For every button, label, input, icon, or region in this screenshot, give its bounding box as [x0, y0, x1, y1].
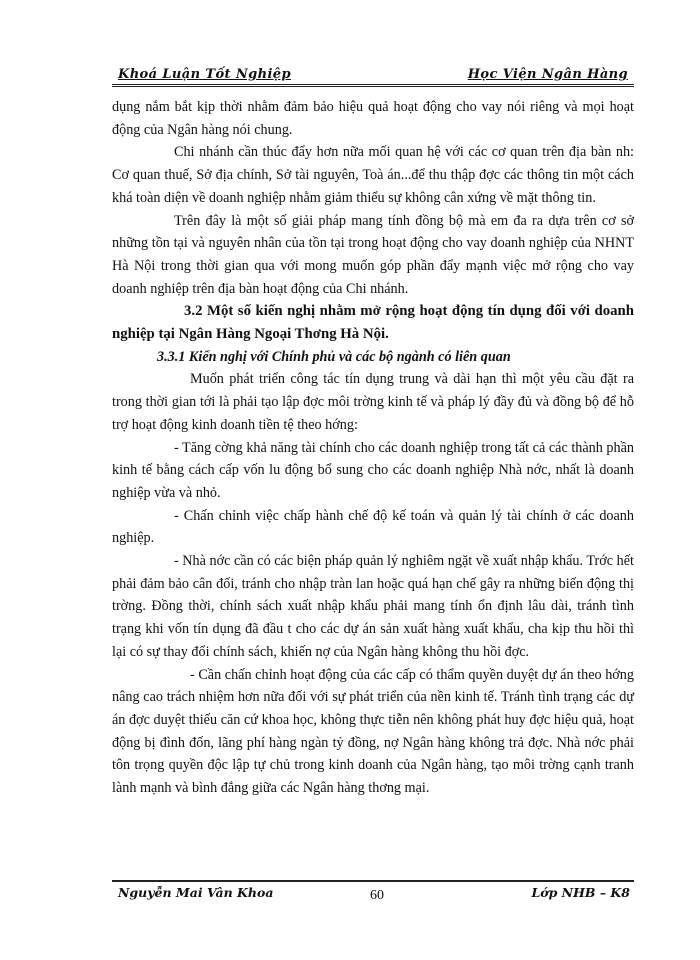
page-number: 60 — [370, 888, 384, 903]
document-body — [112, 96, 634, 800]
bullet-import-export: - Nhà nớc cần có các biện pháp quản lý nghiêm ngặt về xuất nhập khẩu. Trớc hết phải đảm bảo cân đối, tránh cho nhập tràn lan hoặc quá hạn chế gây ra những biến động thị trờng. Đồng thời, chính sách xuất nhập khẩu phải mang tính ổn định lâu dài, tránh tình trạng khi vốn tín dụng đã đầu t cho các dự án sản xuất hàng xuất khẩu, cha kịp thu hồi thì lại có sự thay đổi chính sách, khiến nợ của Ngân hàng không thu hồi đợc. — [112, 553, 634, 660]
bullet-accounting: - Chấn chỉnh việc chấp hành chế độ kế toán và quản lý tài chính ở các doanh nghiệp. — [112, 507, 634, 547]
subsection-heading-3-3-1: 3.3.1 Kiến nghị với Chính phủ và các bộ ngành có liên quan — [157, 348, 511, 365]
paragraph-continuation: dụng nắm bắt kịp thời nhằm đảm bảo hiệu quả hoạt động cho vay nói riêng và mọi hoạt động của Ngân hàng nói chung. — [112, 99, 634, 138]
paragraph-summary: Trên đây là một số giải pháp mang tính đồng bộ mà em đa ra dựa trên cơ sở những tồn tại và nguyên nhân của tồn tại trong hoạt động cho vay doanh nghiệp của NHNT Hà Nội trong thời gian qua với mong muốn góp phần đẩy mạnh việc mở rộng cho vay doanh nghiệp trên địa bàn hoạt động của Chi nhánh. — [112, 212, 634, 297]
footer-author: Nguyễn Mai Vân Khoa — [118, 885, 274, 900]
paragraph-requirement: Muốn phát triển công tác tín dụng trung và dài hạn thì một yêu cầu đặt ra trong thời gian tới là phải tạo lập đợc môi trờng kinh tế và pháp lý đầy đủ và đồng bộ để hỗ trợ hoạt động kinh doanh tiền tệ theo hớng: — [112, 371, 634, 433]
section-heading-3-2: 3.2 Một số kiến nghị nhằm mở rộng hoạt động tín dụng đối với doanh nghiệp tại Ngân Hàng Ngoại Thơng Hà Nội. — [112, 303, 634, 343]
header-institution: Học Viện Ngân Hàng — [467, 67, 628, 82]
page-footer — [112, 880, 634, 906]
footer-class: Lớp NHB – K8 — [531, 885, 630, 900]
page-header — [112, 62, 634, 87]
bullet-project-approval: - Cần chấn chỉnh hoạt động của các cấp có thẩm quyền duyệt dự án theo hớng nâng cao trách nhiệm hơn nữa đối với sự phát triển của nền kinh tế. Tránh tình trạng các dự án đợc duyệt thiếu căn cứ khoa học, không thực tiễn nên không phát huy đợc hiệu quả, hoạt động bị đình đốn, lãng phí hàng ngàn tỷ đồng, nợ Ngân hàng không trả đợc. Nhà nớc phải tôn trọng quyền độc lập tự chủ trong kinh doanh của Ngân hàng, tạo môi trờng cạnh tranh lành mạnh và bình đẳng giữa các Ngân hàng thơng mại. — [112, 666, 634, 797]
paragraph-relations: Chi nhánh cần thúc đẩy hơn nữa mối quan hệ với các cơ quan trên địa bàn nh: Cơ quan thuế, Sở địa chính, Sở tài nguyên, Toà án...để thu thập đợc các thông tin một cách khá toàn diện về doanh nghiệp nhằm giảm thiểu sự không cân xứng về mặt thông tin. — [112, 144, 634, 206]
header-thesis-title: Khoá Luận Tốt Nghiệp — [118, 67, 291, 82]
bullet-financial-capacity: - Tăng cờng khả năng tài chính cho các doanh nghiệp trong tất cả các thành phần kinh tế bằng cách cấp vốn lu động bổ sung cho các doanh nghiệp Nhà nớc, nhất là doanh nghiệp vừa và nhỏ. — [112, 439, 634, 501]
